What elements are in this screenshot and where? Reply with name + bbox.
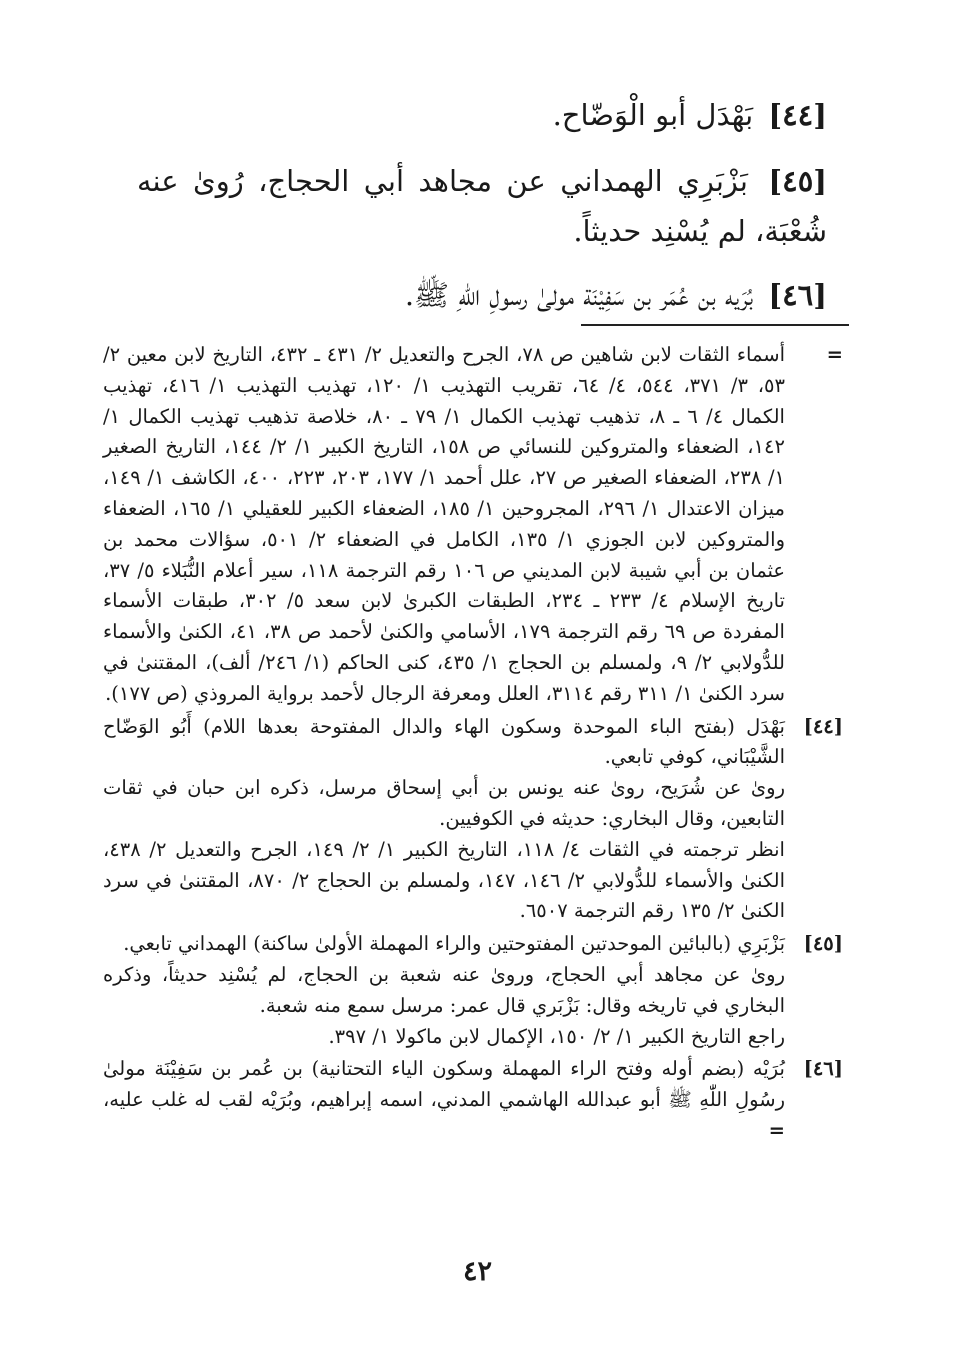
footnote-marker: = — [826, 343, 843, 366]
entry-text: بَزْبَرِي الهمداني عن مجاهد أبي الحجاج، رُوىٰ عنه شُعْبَة، لم يُسْنِد حديثاً. — [137, 164, 827, 248]
footnote-paragraph: راجع التاريخ الكبير ١/ ٢/ ١٥٠، الإكمال لابن ماكولا ١/ ٣٩٧. — [328, 1024, 785, 1048]
footnote-paragraph: بَزْبَرِي (بالبائين الموحدتين المفتوحتين والراء المهملة الأولىٰ ساكنة) الهمداني تابعي. — [123, 932, 785, 956]
footnote-marker: [٤٤] — [803, 714, 843, 738]
footnote-paragraph: أسماء الثقات لابن شاهين ص ٧٨، الجرح والتعديل ٢/ ٤٣١ ـ ٤٣٢، التاريخ لابن معين ٢/ ٥٣، ٣/ ٣٧١، ٥٤٤، ٤/ ٦٤، تقريب التهذيب ١/ ١٢٠، تهذيب التهذيب ١/ ٤١٦، تهذيب الكمال ٤/ ٦ ـ ٨، تذهيب تهذيب الكمال ١/ ٧٩ ـ ٨٠، خلاصة تذهيب تهذيب الكمال ١/ ١٤٢، الضعفاء والمتروكين للنسائي ص ١٥٨، التاريخ الكبير ١/ ٢/ ١٤٤، التاريخ الصغير ١/ ٢٣٨، الضعفاء الصغير ص ٢٧، علل أحمد ١/ ١٧٧، ٢٠٣، ٢٢٣، ٤٠٠، الكاشف ١/ ١٤٩، ميزان الاعتدال ١/ ٢٩٦، المجروحين ١/ ١٨٥، الضعفاء الكبير للعقيلي ١/ ١٦٥، الضعفاء والمتروكين لابن الجوزي ١/ ١٣٥، الكامل في الضعفاء ٢/ ٥٠١، سؤالات محمد بن عثمان بن أبي شيبة لابن المديني ص ١٠٦ رقم الترجمة ١١٨، سير أعلام النُّبَلاء ٥/ ٣٧، تاريخ الإسلام ٤/ ٢٣٣ ـ ٢٣٤، الطبقات الكبرىٰ لابن سعد ٥/ ٣٠٢، طبقات الأسماء المفردة ص ٦٩ رقم الترجمة ١٧٩، الأسامي والكنىٰ لأحمد ص ٣٨، ٤١، الكنىٰ والأسماء للدُّولابي ٢/ ٩، ولمسلم بن الحجاج ١/ ٤٣٥، كنى الحاكم (١/ ٢٤٦/ ألف)، المقتنىٰ في سرد الكنىٰ ١/ ٣١١ رقم ٣١١٤، العلل ومعرفة الرجال لأحمد برواية المروذي (ص ١٧٧). — [103, 343, 786, 705]
footnote-separator — [581, 324, 849, 326]
continuation-marker: = — [768, 1118, 785, 1142]
footnote-45 — [103, 929, 843, 1052]
entry-number: [٤٤] — [768, 98, 827, 132]
main-entry-46 — [137, 270, 827, 320]
footnote-paragraph: بَهْدَل (بفتح الباء الموحدة وسكون الهاء والدال المفتوحة بعدها اللام) أَبُو الوَضّاح الشَّيْبَاني، كوفي تابعي. — [103, 714, 785, 769]
page-number: ٤٢ — [462, 1256, 492, 1287]
footnote-marker: [٤٦] — [803, 1057, 843, 1081]
footnote-paragraph: انظر ترجمته في الثقات ٤/ ١١٨، التاريخ الكبير ١/ ٢/ ١٤٩، الجرح والتعديل ٢/ ٤٣٨، الكنىٰ والأسماء للدُّولابي ٢/ ١٤٦، ١٤٧، ولمسلم بن الحجاج ٢/ ٨٧٠، المقتنىٰ في سرد الكنىٰ ٢/ ١٣٥ رقم الترجمة ٦٥٠٧. — [103, 837, 786, 923]
main-entries — [137, 90, 827, 334]
footnote-44 — [103, 712, 843, 928]
footnote-continuation — [103, 340, 843, 710]
footnote-46 — [103, 1054, 843, 1146]
footnote-paragraph — [103, 1054, 785, 1146]
main-entry-44 — [137, 90, 827, 140]
entry-number: [٤٥] — [768, 164, 828, 198]
footnotes — [103, 340, 843, 1147]
footnote-text: بُرَيْه (بضم أوله وفتح الراء المهملة وسكون الياء التحتانية) بن عُمر بن سَفِيْنَة مولىٰ رسُولِ اللّٰهِ ﷺ أبو عبدالله الهاشمي المدني، اسمه إبراهيم، وبُرَيْه لقب له غلب عليه، — [103, 1057, 785, 1112]
main-entry-45 — [137, 156, 827, 256]
entry-text: بَهْدَل أبو الْوَضّاح. — [552, 98, 754, 132]
footnote-marker: [٤٥] — [803, 932, 843, 956]
entry-text: بُرَيه بن عُمَر بن سَفِيْنَة مولىٰ رسولِ اللّٰهِ ﷺ. — [404, 278, 754, 312]
footnote-paragraph: روىٰ عن مجاهد أبي الحجاج، وروىٰ عنه شعبة بن الحجاج، لم يُسْنِد حديثاً، وذكره البخاري في تاريخه وقال: بَزْبَري قال عمر: مرسل سمع منه شعبة. — [103, 962, 785, 1017]
entry-number: [٤٦] — [768, 278, 827, 312]
footnote-paragraph: روىٰ عن شُرَيح، روىٰ عنه يونس بن أبي إسحاق مرسل، ذكره ابن حبان في ثقات التابعين، وقال البخاري: حديثه في الكوفيين. — [103, 776, 785, 830]
